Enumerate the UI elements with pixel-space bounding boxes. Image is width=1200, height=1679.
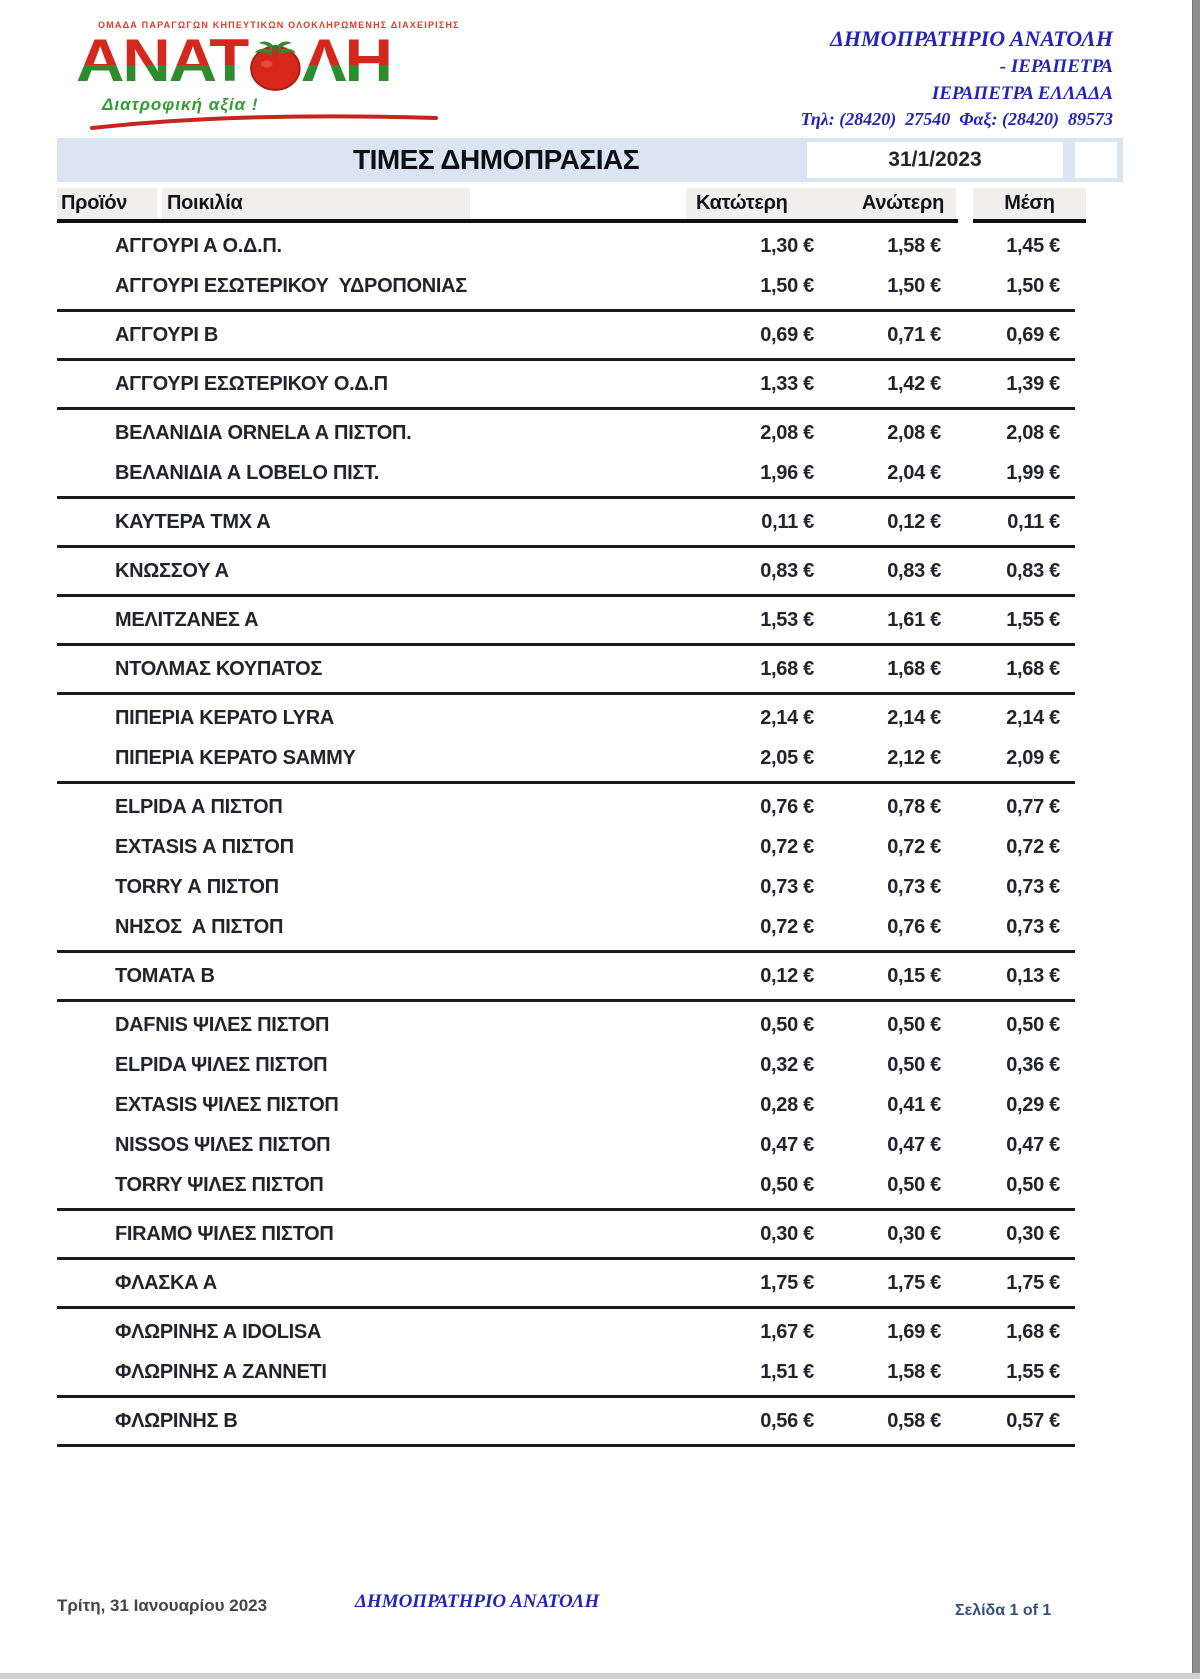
price-low: 0,30 € — [760, 1222, 814, 1245]
price-low: 0,76 € — [760, 795, 814, 818]
product-group — [57, 361, 1086, 407]
price-low: 0,73 € — [760, 875, 814, 898]
price-high: 0,12 € — [887, 510, 941, 533]
product-group — [57, 953, 1086, 999]
product-group — [57, 548, 1086, 594]
table-row — [57, 1165, 1086, 1205]
product-variety-name: ΦΛΩΡΙΝΗΣ Α ΖΑΝΝΕΤΙ — [115, 1360, 327, 1383]
price-avg: 1,68 € — [1006, 1320, 1060, 1343]
product-variety-name: ΝΤΟΛΜΑΣ ΚΟΥΠΑΤΟΣ — [115, 657, 323, 680]
price-high: 1,42 € — [887, 372, 941, 395]
product-variety-name: ELPIDA ΨΙΛΕΣ ΠΙΣΤΟΠ — [115, 1053, 328, 1076]
column-header-variety: Ποικιλία — [162, 188, 470, 219]
price-avg: 0,50 € — [1006, 1013, 1060, 1036]
price-high: 0,78 € — [887, 795, 941, 818]
price-high: 0,58 € — [887, 1409, 941, 1432]
product-variety-name: ELPIDA Α ΠΙΣΤΟΠ — [115, 795, 283, 818]
price-avg: 1,55 € — [1006, 608, 1060, 631]
price-low: 0,11 € — [761, 510, 814, 533]
letterhead-location: ΙΕΡΑΠΕΤΡΑ ΕΛΛΑΔΑ — [931, 82, 1113, 104]
table-row — [57, 738, 1086, 778]
product-group — [57, 223, 1086, 309]
product-group — [57, 1002, 1086, 1208]
price-low: 0,47 € — [760, 1133, 814, 1156]
price-high: 0,41 € — [887, 1093, 941, 1116]
price-high: 1,50 € — [887, 274, 941, 297]
price-high: 0,47 € — [887, 1133, 941, 1156]
product-group — [57, 646, 1086, 692]
table-row — [57, 867, 1086, 907]
product-group — [57, 695, 1086, 781]
product-group — [57, 312, 1086, 358]
price-avg: 0,11 € — [1007, 510, 1060, 533]
title-band — [57, 138, 1123, 182]
price-avg: 1,55 € — [1006, 1360, 1060, 1383]
title-band-notch — [1075, 142, 1117, 178]
page-edge-right — [1192, 0, 1200, 1679]
logo-tagline-bottom: Διατροφική αξία ! — [102, 95, 259, 114]
price-high: 0,73 € — [887, 875, 941, 898]
price-low: 0,50 € — [760, 1013, 814, 1036]
product-group — [57, 1398, 1086, 1444]
company-logo — [76, 20, 576, 131]
price-low: 0,28 € — [760, 1093, 814, 1116]
price-avg: 1,50 € — [1006, 274, 1060, 297]
letterhead-branch: - ΙΕΡΑΠΕΤΡΑ — [999, 56, 1113, 78]
logo-word-end: ΛΗ — [301, 27, 391, 94]
table-row — [57, 1312, 1086, 1352]
price-avg: 2,14 € — [1006, 706, 1060, 729]
price-high: 0,76 € — [887, 915, 941, 938]
footer-org-name: ΔΗΜΟΠΡΑΤΗΡΙΟ ΑΝΑΤΟΛΗ — [355, 1591, 600, 1612]
product-group — [57, 1309, 1086, 1395]
group-separator — [57, 1444, 1075, 1447]
price-avg: 1,45 € — [1006, 234, 1060, 257]
price-avg: 1,39 € — [1006, 372, 1060, 395]
price-avg: 0,72 € — [1006, 835, 1060, 858]
price-high: 1,58 € — [887, 234, 941, 257]
table-row — [57, 1085, 1086, 1125]
price-avg: 2,09 € — [1006, 746, 1060, 769]
price-avg: 0,13 € — [1006, 964, 1060, 987]
product-group — [57, 784, 1086, 950]
letterhead-org-name: ΔΗΜΟΠΡΑΤΗΡΙΟ ΑΝΑΤΟΛΗ — [830, 26, 1113, 51]
table-row — [57, 600, 1086, 640]
product-variety-name: ΑΓΓΟΥΡΙ ΕΣΩΤΕΡΙΚΟΥ Ο.Δ.Π — [115, 372, 388, 395]
product-variety-name: ΒΕΛΑΝΙΔΙΑ Α LOBELO ΠΙΣΤ. — [115, 461, 380, 484]
price-high: 0,50 € — [887, 1053, 941, 1076]
price-avg: 0,77 € — [1006, 795, 1060, 818]
product-variety-name: ΦΛΩΡΙΝΗΣ Α IDOLISA — [115, 1320, 322, 1343]
table-row — [57, 827, 1086, 867]
product-variety-name: FIRAMO ΨΙΛΕΣ ΠΙΣΤΟΠ — [115, 1222, 334, 1245]
footer-page-number: Σελίδα 1 of 1 — [955, 1602, 1052, 1619]
table-row — [57, 1214, 1086, 1254]
price-high: 0,71 € — [887, 323, 941, 346]
table-row — [57, 502, 1086, 542]
price-high: 2,04 € — [887, 461, 941, 484]
column-header-avg: Μέση — [973, 188, 1086, 219]
price-low: 0,50 € — [760, 1173, 814, 1196]
table-row — [57, 226, 1086, 266]
price-low: 1,30 € — [760, 234, 814, 257]
price-high: 0,15 € — [887, 964, 941, 987]
column-header-product: Προϊόν — [57, 188, 157, 219]
table-row — [57, 956, 1086, 996]
table-row — [57, 453, 1086, 493]
price-low: 0,56 € — [760, 1409, 814, 1432]
price-avg: 0,69 € — [1006, 323, 1060, 346]
product-variety-name: ΚΑΥΤΕΡΑ ΤΜΧ Α — [115, 510, 271, 533]
price-avg: 0,73 € — [1006, 875, 1060, 898]
letterhead — [801, 24, 1113, 132]
logo-word-start: ΑΝΑΤ — [76, 27, 249, 94]
product-variety-name: ΑΓΓΟΥΡΙ Α Ο.Δ.Π. — [115, 234, 282, 257]
product-variety-name: TORRY ΨΙΛΕΣ ΠΙΣΤΟΠ — [115, 1173, 324, 1196]
product-variety-name: ΤΟΜΑΤΑ Β — [115, 964, 215, 987]
price-high: 1,68 € — [887, 657, 941, 680]
product-variety-name: EXTASIS Α ΠΙΣΤΟΠ — [115, 835, 294, 858]
price-low: 0,32 € — [760, 1053, 814, 1076]
price-low: 1,96 € — [760, 461, 814, 484]
product-variety-name: ΑΓΓΟΥΡΙ ΕΣΩΤΕΡΙΚΟΥ ΥΔΡΟΠΟΝΙΑΣ — [115, 274, 467, 297]
price-high: 0,83 € — [887, 559, 941, 582]
footer-date: Τρίτη, 31 Ιανουαρίου 2023 — [57, 1596, 268, 1615]
price-avg: 1,68 € — [1006, 657, 1060, 680]
price-high: 0,30 € — [887, 1222, 941, 1245]
price-high: 2,12 € — [887, 746, 941, 769]
price-low: 2,08 € — [760, 421, 814, 444]
product-variety-name: ΚΝΩΣΣΟΥ Α — [115, 559, 229, 582]
table-row — [57, 266, 1086, 306]
column-header-low: Κατώτερη — [696, 192, 788, 214]
table-row — [57, 1005, 1086, 1045]
price-avg: 0,73 € — [1006, 915, 1060, 938]
table-row — [57, 315, 1086, 355]
price-high: 0,50 € — [887, 1013, 941, 1036]
product-variety-name: ΒΕΛΑΝΙΔΙΑ ORNELA Α ΠΙΣΤΟΠ. — [115, 421, 412, 444]
price-table — [57, 223, 1086, 1447]
product-variety-name: ΦΛΑΣΚΑ Α — [115, 1271, 217, 1294]
table-row — [57, 413, 1086, 453]
price-low: 2,05 € — [760, 746, 814, 769]
column-header-high: Ανώτερη — [861, 192, 944, 214]
letterhead-phone-fax: Τηλ: (28420) 27540 Φαξ: (28420) 89573 — [800, 108, 1113, 129]
table-row — [57, 1045, 1086, 1085]
price-avg: 0,36 € — [1006, 1053, 1060, 1076]
product-variety-name: ΦΛΩΡΙΝΗΣ Β — [115, 1409, 238, 1432]
product-variety-name: TORRY Α ΠΙΣΤΟΠ — [115, 875, 279, 898]
product-variety-name: ΠΙΠΕΡΙΑ ΚΕΡΑΤΟ SAMMY — [115, 746, 356, 769]
product-variety-name: DAFNIS ΨΙΛΕΣ ΠΙΣΤΟΠ — [115, 1013, 330, 1036]
price-high: 1,69 € — [887, 1320, 941, 1343]
price-high: 1,58 € — [887, 1360, 941, 1383]
auction-date: 31/1/2023 — [807, 142, 1063, 178]
table-row — [57, 551, 1086, 591]
price-high: 0,72 € — [887, 835, 941, 858]
price-avg: 0,30 € — [1006, 1222, 1060, 1245]
product-variety-name: EXTASIS ΨΙΛΕΣ ΠΙΣΤΟΠ — [115, 1093, 339, 1116]
price-low: 1,50 € — [760, 274, 814, 297]
table-row — [57, 907, 1086, 947]
product-group — [57, 410, 1086, 496]
product-variety-name: ΜΕΛΙΤΖΑΝΕΣ Α — [115, 608, 259, 631]
table-row — [57, 1401, 1086, 1441]
price-low: 1,68 € — [760, 657, 814, 680]
table-row — [57, 1263, 1086, 1303]
price-low: 0,83 € — [760, 559, 814, 582]
price-low: 0,72 € — [760, 915, 814, 938]
logo-tagline-top: ΟΜΑΔΑ ΠΑΡΑΓΩΓΩΝ ΚΗΠΕΥΤΙΚΩΝ ΟΛΟΚΛΗΡΩΜΕΝΗΣ ΔΙΑΧΕΙΡΙΣΗΣ — [98, 20, 460, 30]
product-variety-name: NISSOS ΨΙΛΕΣ ΠΙΣΤΟΠ — [115, 1133, 331, 1156]
price-avg: 0,50 € — [1006, 1173, 1060, 1196]
product-variety-name: ΠΙΠΕΡΙΑ ΚΕΡΑΤΟ LYRA — [115, 706, 334, 729]
product-group — [57, 597, 1086, 643]
price-low: 1,53 € — [760, 608, 814, 631]
price-avg: 0,29 € — [1006, 1093, 1060, 1116]
price-avg: 1,99 € — [1006, 461, 1060, 484]
tomato-icon — [246, 36, 304, 92]
price-high: 0,50 € — [887, 1173, 941, 1196]
table-row — [57, 787, 1086, 827]
price-low: 1,75 € — [760, 1271, 814, 1294]
price-high: 2,14 € — [887, 706, 941, 729]
price-low: 1,33 € — [760, 372, 814, 395]
price-avg: 2,08 € — [1006, 421, 1060, 444]
column-header-price-group — [686, 188, 956, 219]
product-group — [57, 1260, 1086, 1306]
price-avg: 0,83 € — [1006, 559, 1060, 582]
logo-wordmark — [76, 27, 636, 94]
product-variety-name: ΝΗΣΟΣ Α ΠΙΣΤΟΠ — [115, 915, 284, 938]
price-avg: 1,75 € — [1006, 1271, 1060, 1294]
price-avg: 0,47 € — [1006, 1133, 1060, 1156]
price-high: 1,61 € — [887, 608, 941, 631]
page-title: ΤΙΜΕΣ ΔΗΜΟΠΡΑΣΙΑΣ — [353, 144, 640, 175]
table-row — [57, 364, 1086, 404]
price-low: 0,12 € — [760, 964, 814, 987]
price-low: 1,67 € — [760, 1320, 814, 1343]
table-row — [57, 1352, 1086, 1392]
price-avg: 0,57 € — [1006, 1409, 1060, 1432]
table-row — [57, 698, 1086, 738]
product-group — [57, 1211, 1086, 1257]
price-low: 0,69 € — [760, 323, 814, 346]
price-high: 1,75 € — [887, 1271, 941, 1294]
product-variety-name: ΑΓΓΟΥΡΙ Β — [115, 323, 219, 346]
table-row — [57, 649, 1086, 689]
page-edge-bottom — [0, 1673, 1200, 1679]
price-low: 0,72 € — [760, 835, 814, 858]
table-header-row — [57, 188, 1086, 219]
price-high: 2,08 € — [887, 421, 941, 444]
price-low: 1,51 € — [760, 1360, 814, 1383]
price-low: 2,14 € — [760, 706, 814, 729]
table-row — [57, 1125, 1086, 1165]
product-group — [57, 499, 1086, 545]
